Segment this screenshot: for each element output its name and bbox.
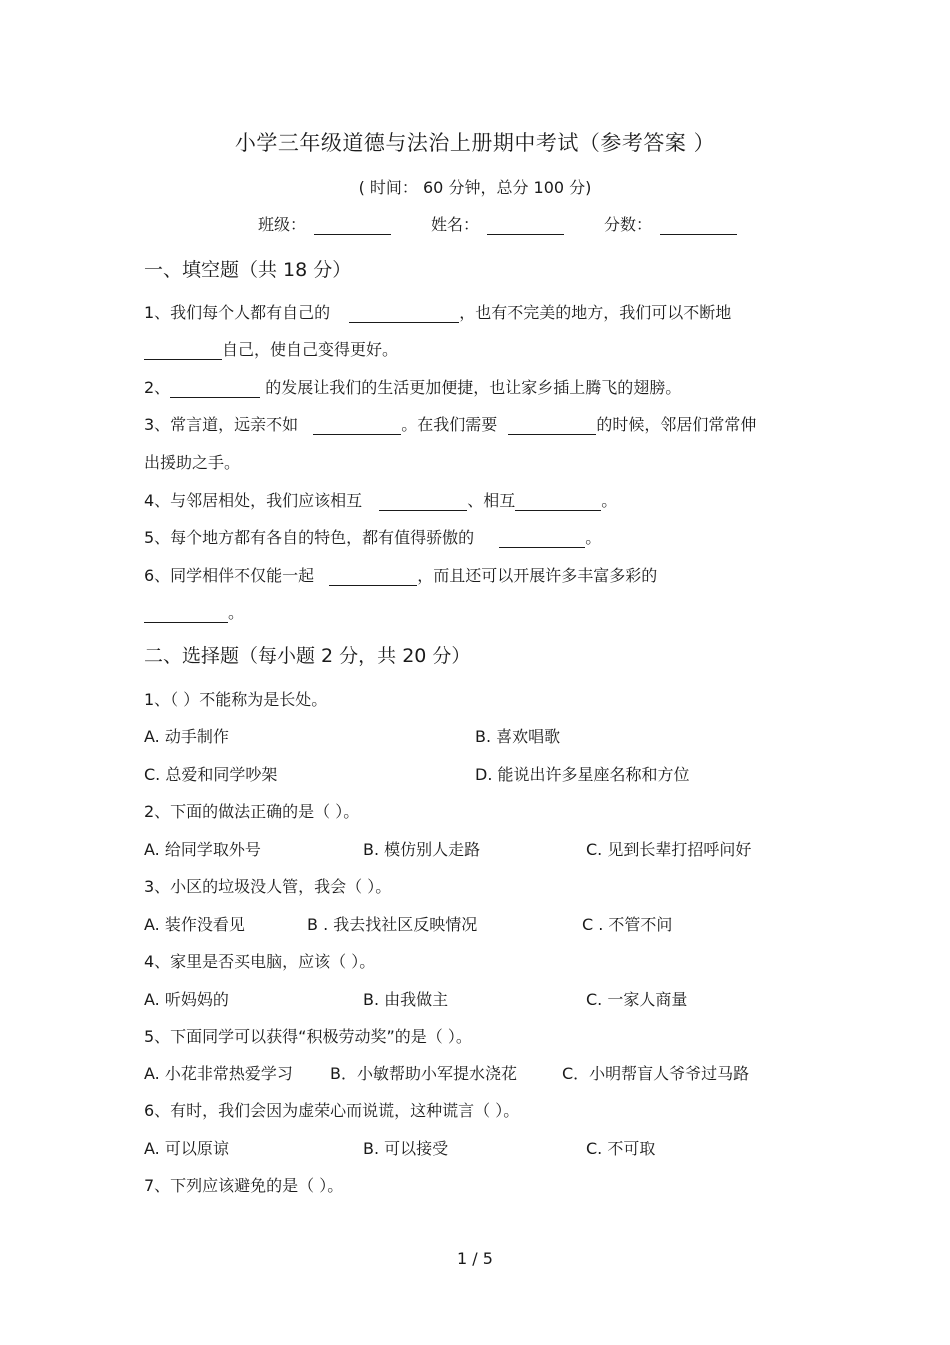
choice-option[interactable]: A. 给同学取外号	[144, 840, 261, 859]
choice-question-5: 5、下面同学可以获得“积极劳动奖”的是（ ）。	[144, 1027, 472, 1046]
question-text: 自己，使自己变得更好。	[222, 340, 399, 359]
answer-blank[interactable]	[170, 379, 260, 398]
choice-question-4: 4、家里是否买电脑，应该（ ）。	[144, 952, 376, 971]
fill-question-6	[144, 563, 657, 586]
page-number: 1 / 5	[457, 1249, 493, 1268]
question-text: 6、同学相伴不仅能一起	[144, 566, 315, 585]
choice-option[interactable]: A. 动手制作	[144, 727, 229, 746]
question-text: 的时候，邻居们常常伸	[596, 415, 757, 434]
choice-question-3: 3、小区的垃圾没人管，我会（ ）。	[144, 877, 392, 896]
answer-blank[interactable]	[515, 492, 601, 511]
question-text: 。在我们需要	[401, 415, 498, 434]
question-text: 4、与邻居相处，我们应该相互	[144, 491, 363, 510]
choice-option[interactable]: D. 能说出许多星座名称和方位	[475, 765, 690, 784]
question-text: 3、常言道，远亲不如	[144, 415, 299, 434]
choice-option[interactable]: A. 可以原谅	[144, 1139, 229, 1158]
answer-blank[interactable]	[508, 416, 596, 435]
question-text: ，而且还可以开展许多丰富多彩的	[417, 566, 658, 585]
choice-option[interactable]: C . 不管不问	[582, 915, 673, 934]
choice-option[interactable]: B. 可以接受	[363, 1139, 449, 1158]
question-text: 。	[228, 603, 245, 622]
question-text: 。	[585, 528, 602, 547]
choice-option[interactable]: C. 不可取	[586, 1139, 656, 1158]
section-fill-in-heading: 一、填空题（共 18 分）	[144, 259, 352, 281]
choice-option[interactable]: A. 听妈妈的	[144, 990, 229, 1009]
answer-blank[interactable]	[144, 341, 222, 360]
question-text: 的发展让我们的生活更加便捷，也让家乡插上腾飞的翅膀。	[260, 378, 682, 397]
choice-option[interactable]: B . 我去找社区反映情况	[307, 915, 478, 934]
fill-question-5	[144, 525, 601, 548]
choice-option[interactable]: A. 小花非常热爱学习	[144, 1064, 293, 1083]
choice-option[interactable]: B. 由我做主	[363, 990, 449, 1009]
class-field	[258, 212, 391, 235]
class-blank[interactable]	[314, 216, 391, 235]
answer-blank[interactable]	[499, 529, 585, 548]
answer-blank[interactable]	[313, 416, 401, 435]
choice-question-1: 1、（ ）不能称为是长处。	[144, 690, 328, 709]
class-label: 班级：	[258, 215, 307, 234]
fill-question-3-cont: 出援助之手。	[144, 453, 241, 472]
name-label: 姓名：	[431, 215, 480, 234]
question-text: 1、我们每个人都有自己的	[144, 303, 331, 322]
choice-option[interactable]: B. 模仿别人走路	[363, 840, 481, 859]
choice-option[interactable]: A. 装作没看见	[144, 915, 245, 934]
answer-blank[interactable]	[379, 492, 467, 511]
fill-question-6-cont	[144, 600, 244, 623]
score-blank[interactable]	[660, 216, 737, 235]
choice-question-7: 7、下列应该避免的是（ ）。	[144, 1176, 344, 1195]
choice-option[interactable]: C. 总爱和同学吵架	[144, 765, 278, 784]
question-text: 5、每个地方都有各自的特色，都有值得骄傲的	[144, 528, 475, 547]
answer-blank[interactable]	[144, 604, 228, 623]
fill-question-4	[144, 488, 617, 511]
fill-question-2	[144, 375, 681, 398]
exam-subtitle: ( 时间： 60 分钟，总分 100 分)	[358, 178, 592, 197]
fill-question-1-cont	[144, 337, 398, 360]
choice-option[interactable]: C．小明帮盲人爷爷过马路	[562, 1064, 750, 1083]
question-text: 2、	[144, 378, 171, 397]
choice-option[interactable]: C. 见到长辈打招呼问好	[586, 840, 752, 859]
choice-option[interactable]: B．小敏帮助小军提水浇花	[330, 1064, 517, 1083]
question-text: ，也有不完美的地方，我们可以不断地	[459, 303, 732, 322]
choice-question-6: 6、有时，我们会因为虚荣心而说谎，这种谎言（ ）。	[144, 1101, 520, 1120]
question-text: 、相互	[467, 491, 516, 510]
question-text: 。	[601, 491, 618, 510]
fill-question-3	[144, 412, 756, 435]
score-field	[604, 212, 737, 235]
section-choice-heading: 二、选择题（每小题 2 分，共 20 分）	[144, 645, 471, 667]
choice-question-2: 2、下面的做法正确的是（ ）。	[144, 802, 360, 821]
name-field	[431, 212, 564, 235]
name-blank[interactable]	[487, 216, 564, 235]
score-label: 分数：	[604, 215, 653, 234]
answer-blank[interactable]	[349, 304, 459, 323]
choice-option[interactable]: B. 喜欢唱歌	[475, 727, 561, 746]
answer-blank[interactable]	[329, 567, 417, 586]
choice-option[interactable]: C. 一家人商量	[586, 990, 688, 1009]
exam-title: 小学三年级道德与法治上册期中考试（参考答案 ）	[234, 131, 716, 155]
fill-question-1	[144, 300, 731, 323]
